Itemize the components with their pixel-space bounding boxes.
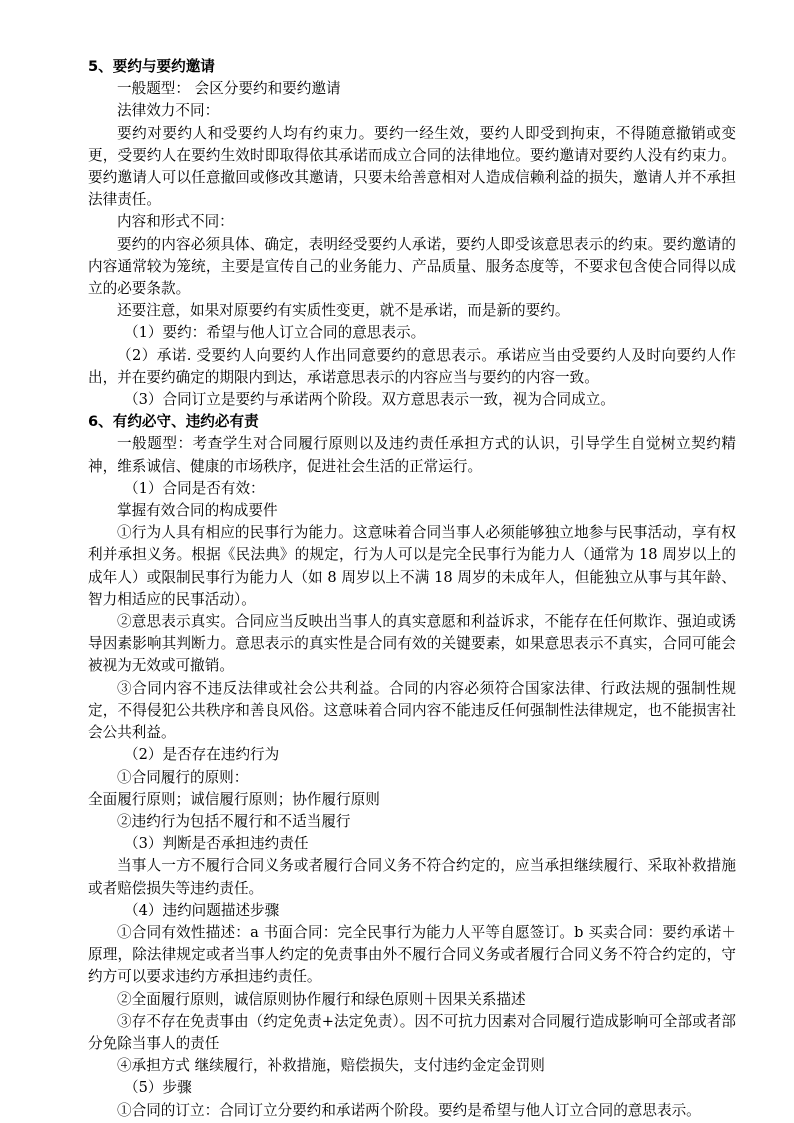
paragraph: ③合同内容不违反法律或社会公共利益。合同的内容必须符合国家法律、行政法规的强制性规定，不得侵犯公共秩序和善良风俗。这意味着合同内容不能违反任何强制性法律规定，也不能损害社会公共利益。 xyxy=(88,679,736,742)
document-page xyxy=(88,56,736,1122)
list-item: （1）合同是否有效： xyxy=(124,479,265,497)
paragraph: 一般题型：考查学生对合同履行原则以及违约责任承担方式的认识，引导学生自觉树立契约精神，维系诚信、健康的市场秩序，促进社会生活的正常运行。 xyxy=(88,435,736,475)
paragraph: ②意思表示真实。合同应当反映出当事人的真实意愿和利益诉求，不能存在任何欺诈、强迫或诱导因素影响其判断力。意思表示的真实性是合同有效的关键要素，如果意思表示不真实，合同可能会被视为无效或可撤销。 xyxy=(88,613,736,675)
paragraph: 内容和形式不同： xyxy=(117,213,234,231)
paragraph: 要约的内容必须具体、确定，表明经受要约人承诺，要约人即受该意思表示的约束。要约邀请的内容通常较为笼统，主要是宣传自己的业务能力、产品质量、服务态度等，不要求包含使合同得以成立的必要条款。 xyxy=(88,235,736,298)
paragraph: ②违约行为包括不履行和不适当履行 xyxy=(117,812,351,830)
paragraph: 全面履行原则；诚信履行原则；协作履行原则 xyxy=(88,790,380,808)
paragraph: 还要注意，如果对原要约有实质性变更，就不是承诺，而是新的要约。 xyxy=(117,302,570,320)
paragraph: 当事人一方不履行合同义务或者履行合同义务不符合约定的，应当承担继续履行、采取补救措施或者赔偿损失等违约责任。 xyxy=(88,857,736,897)
section-heading-contract: 6、有约必守、违约必有责 xyxy=(88,413,259,431)
list-item: （3）合同订立是要约与承诺两个阶段。双方意思表示一致，视为合同成立。 xyxy=(124,391,615,409)
paragraph: 掌握有效合同的构成要件 xyxy=(117,502,278,520)
paragraph: 法律效力不同： xyxy=(117,102,220,120)
paragraph: ①合同的订立：合同订立分要约和承诺两个阶段。要约是希望与他人订立合同的意思表示。 xyxy=(117,1101,701,1119)
list-item: （3）判断是否承担违约责任 xyxy=(124,835,309,853)
paragraph: ③存不存在免责事由（约定免责+法定免责）。因不可抗力因素对合同履行造成影响可全部或者部分免除当事人的责任 xyxy=(88,1012,736,1052)
paragraph: ①合同有效性描述：a 书面合同：完全民事行为能力人平等自愿签订。b 买卖合同：要约承诺＋原理，除法律规定或者当事人约定的免责事由外不履行合同义务或者履行合同义务不符合约定的，守约方可以要求违约方承担违约责任。 xyxy=(88,923,736,986)
list-item: （4）违约问题描述步骤 xyxy=(124,901,280,919)
paragraph: ①行为人具有相应的民事行为能力。这意味着合同当事人必须能够独立地参与民事活动，享有权利并承担义务。根据《民法典》的规定，行为人可以是完全民事行为能力人（通常为 18 周岁以上的成年人）或限制民事行为能力人（如 8 周岁以上不满 18 周岁的未成年人，但能独立从事与其年龄、智力相适应的民事活动）。 xyxy=(88,524,736,608)
paragraph: ④承担方式 继续履行，补救措施，赔偿损失，支付违约金定金罚则 xyxy=(117,1057,545,1075)
paragraph: 要约对要约人和受要约人均有约束力。要约一经生效，要约人即受到拘束，不得随意撤销或变更，受要约人在要约生效时即取得依其承诺而成立合同的法律地位。要约邀请对要约人没有约束力。要约邀请人可以任意撤回或修改其邀请，只要未给善意相对人造成信赖利益的损失，邀请人并不承担法律责任。 xyxy=(88,124,736,209)
list-item: （2）承诺. 受要约人向要约人作出同意要约的意思表示。承诺应当由受要约人及时向要约人作出，并在要约确定的期限内到达，承诺意思表示的内容应当与要约的内容一致。 xyxy=(88,346,736,386)
list-item: （1）要约：希望与他人订立合同的意思表示。 xyxy=(124,324,426,342)
section-heading-offer: 5、要约与要约邀请 xyxy=(88,58,215,75)
paragraph: ①合同履行的原则： xyxy=(117,768,249,786)
list-item: （5）步骤 xyxy=(124,1079,192,1097)
paragraph: 一般题型： 会区分要约和要约邀请 xyxy=(117,80,341,98)
list-item: （2）是否存在违约行为 xyxy=(124,746,280,764)
paragraph: ②全面履行原则，诚信原则协作履行和绿色原则＋因果关系描述 xyxy=(117,990,526,1008)
